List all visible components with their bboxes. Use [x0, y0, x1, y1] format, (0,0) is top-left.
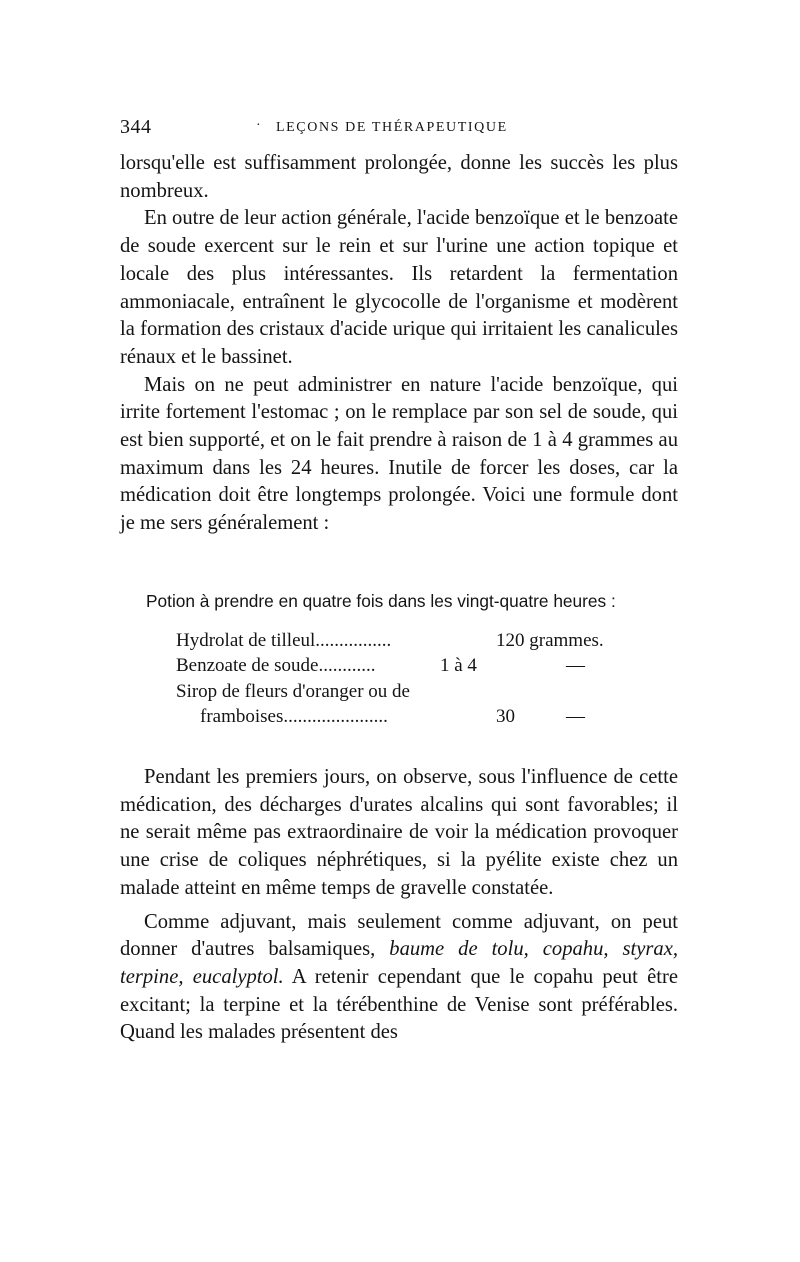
paragraph-first-days: Pendant les premiers jours, on observe, sous l'influence de cette médication, des décharges d'urates alcalins qui sont favorables; il ne serait même pas extraordinaire de voir la médication provoquer une crise de coliques néphrétiques, si la pyélite existe chez un malade atteint en même temps de gravelle constatée. [120, 766, 678, 899]
recipe-line-sirop [176, 679, 636, 704]
recipe-line-benzoate [176, 653, 636, 678]
recipe-intro: Potion à prendre en quatre fois dans les vingt-quatre heures : [146, 591, 616, 611]
running-title: · LEÇONS DE THÉRAPEUTIQUE [276, 120, 508, 136]
ingredient-name: Hydrolat de tilleul................ [176, 630, 392, 651]
page-number: 344 [120, 116, 152, 138]
ingredient-quantity: 30 [496, 706, 515, 728]
body-text-after-recipe [120, 764, 678, 1047]
body-text-before-recipe [120, 150, 678, 538]
ingredient-unit-dash: — [566, 706, 585, 728]
ingredient-quantity: 1 à 4 [440, 655, 477, 677]
ingredient-name: Sirop de fleurs d'oranger ou de [176, 680, 410, 702]
ingredient-quantity: 120 grammes. [496, 630, 604, 651]
ingredient-name-continued: framboises...................... [200, 706, 388, 728]
ingredient-unit-dash: — [566, 655, 585, 677]
paragraph-administration: Mais on ne peut administrer en nature l'acide benzoïque, qui irrite fortement l'estomac ; on le remplace par son sel de soude, qui est bien supporté, et on le fait prendre à raison de 1 à 4 grammes au maximum dans les 24 heures. Inutile de forcer les doses, car la médication doit être longtemps prolongée. Voici une formule dont je me sers généralement : [120, 373, 678, 535]
page-header [120, 116, 678, 142]
adjuvant-text-a: Comme adjuvant, mais seulement comme adjuvant, on peut donner d'autres balsamiques, [120, 910, 678, 961]
ingredient-name: Benzoate de soude............ [176, 655, 376, 677]
paragraph-continuation: lorsqu'elle est suffisamment prolongée, donne les succès les plus nombreux. [120, 152, 678, 202]
adjuvant-text-b: A retenir cependant que le copahu peut être excitant; la terpine et la térébenthine de Venise sont préférables. Quand les malades présentent des [120, 965, 678, 1044]
balsamic-list: baume de tolu, copahu, styrax, terpine, eucalyptol. [120, 938, 678, 988]
recipe-formula [176, 628, 636, 730]
recipe-line-sirop-cont [176, 704, 636, 729]
paragraph-benzoic-action: En outre de leur action générale, l'acide benzoïque et le benzoate de soude exercent sur le rein et sur l'urine une action topique et locale des plus intéressantes. Ils retardent la fermentation ammoniacale, entraînent le glycocolle de l'organisme et modèrent la formation des cristaux d'acide urique qui irritaient les canalicules rénaux et le bassinet. [120, 207, 678, 368]
paragraph-adjuvant [120, 909, 678, 1048]
recipe-line-hydrolat [176, 628, 636, 653]
